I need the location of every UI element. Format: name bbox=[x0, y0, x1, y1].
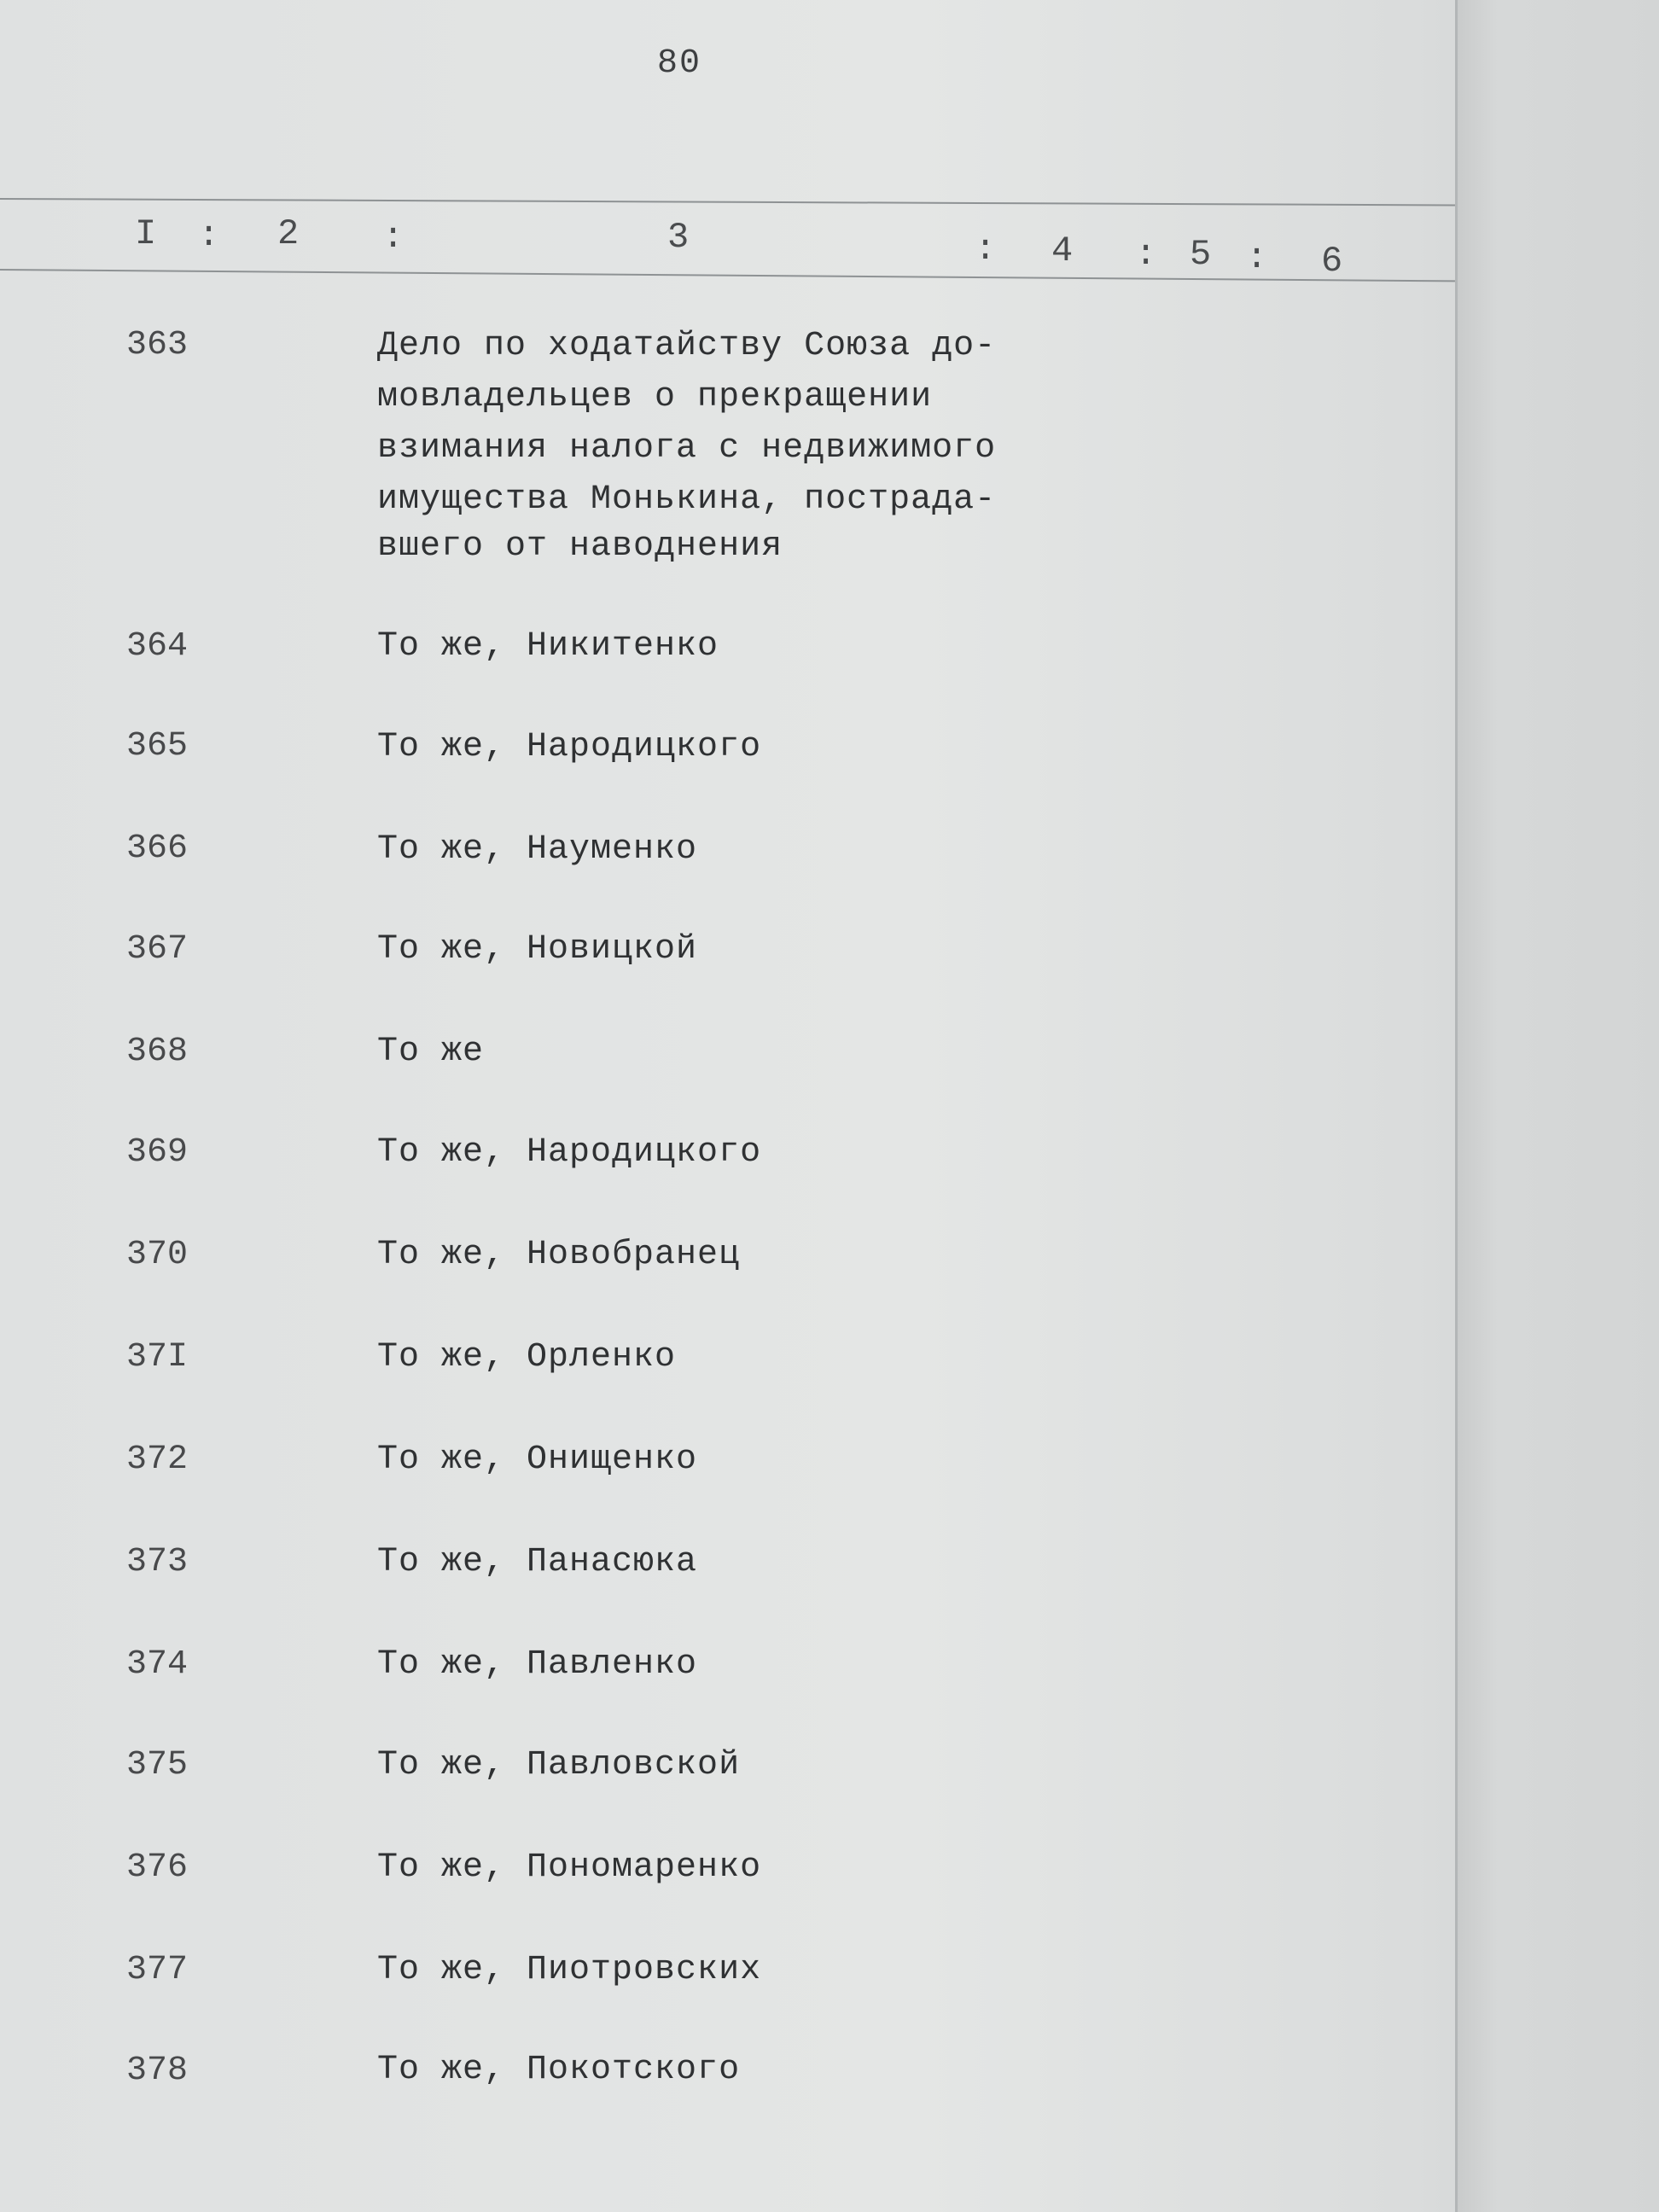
column-separator: : bbox=[382, 217, 405, 258]
page-number: 80 bbox=[657, 44, 702, 83]
column-header-2: 2 bbox=[277, 213, 300, 254]
entry-text-line: То же, Павленко bbox=[377, 1645, 698, 1684]
header-rule-bottom bbox=[0, 269, 1455, 282]
entry-text-line: То же, Народицкого bbox=[377, 728, 762, 766]
entry-number: 376 bbox=[126, 1848, 189, 1887]
entry-number: 375 bbox=[126, 1746, 189, 1784]
entry-number: 365 bbox=[126, 727, 189, 765]
entry-text-line: То же, Онищенко bbox=[377, 1441, 698, 1479]
entry-text-line: То же, Пономаренко bbox=[377, 1848, 762, 1887]
entry-text-line: То же, Пиотровских bbox=[377, 1951, 762, 1989]
entry-text-line: То же, Новобранец bbox=[377, 1236, 741, 1274]
header-rule-top bbox=[0, 198, 1455, 206]
column-header-1: I bbox=[135, 213, 157, 254]
column-header-6: 6 bbox=[1321, 241, 1343, 282]
entry-number: 367 bbox=[126, 930, 189, 969]
entry-number: 37I bbox=[126, 1338, 189, 1377]
entry-text-line: взимания налога с недвижимого bbox=[377, 429, 997, 468]
entry-text-line: То же, Новицкой bbox=[377, 930, 698, 969]
entry-number: 378 bbox=[126, 2052, 189, 2090]
entry-text-line: То же bbox=[377, 1033, 485, 1071]
entry-number: 366 bbox=[126, 830, 189, 868]
entry-number: 369 bbox=[126, 1133, 189, 1172]
next-page-edge bbox=[1455, 0, 1659, 2212]
column-separator: : bbox=[1246, 237, 1268, 278]
entry-text-line: То же, Никитенко bbox=[377, 627, 719, 666]
entry-text-line: То же, Покотского bbox=[377, 2051, 741, 2089]
entry-number: 377 bbox=[126, 1951, 189, 1989]
entry-number: 368 bbox=[126, 1033, 189, 1071]
entry-number: 363 bbox=[126, 326, 189, 364]
entry-text-line: То же, Науменко bbox=[377, 830, 698, 869]
entry-text-line: имущества Монькина, пострада- bbox=[377, 480, 997, 519]
column-separator: : bbox=[975, 229, 997, 270]
entry-number: 374 bbox=[126, 1645, 189, 1684]
entry-text-line: То же, Павловской bbox=[377, 1746, 741, 1784]
entry-number: 373 bbox=[126, 1543, 189, 1581]
column-header-4: 4 bbox=[1051, 230, 1074, 271]
entry-text-line: То же, Панасюка bbox=[377, 1543, 698, 1581]
entry-number: 364 bbox=[126, 627, 189, 666]
column-separator: : bbox=[198, 215, 220, 256]
entry-text-line: Дело по ходатайству Союза до- bbox=[377, 327, 997, 365]
entry-number: 372 bbox=[126, 1441, 189, 1479]
column-separator: : bbox=[1135, 234, 1157, 275]
column-header-3: 3 bbox=[667, 217, 690, 258]
entry-text-line: вшего от наводнения bbox=[377, 527, 783, 566]
column-header-5: 5 bbox=[1190, 234, 1212, 275]
entry-text-line: То же, Орленко bbox=[377, 1338, 677, 1377]
entry-text-line: мовладельцев о прекращении bbox=[377, 378, 933, 416]
entry-number: 370 bbox=[126, 1236, 189, 1274]
entry-text-line: То же, Народицкого bbox=[377, 1133, 762, 1172]
